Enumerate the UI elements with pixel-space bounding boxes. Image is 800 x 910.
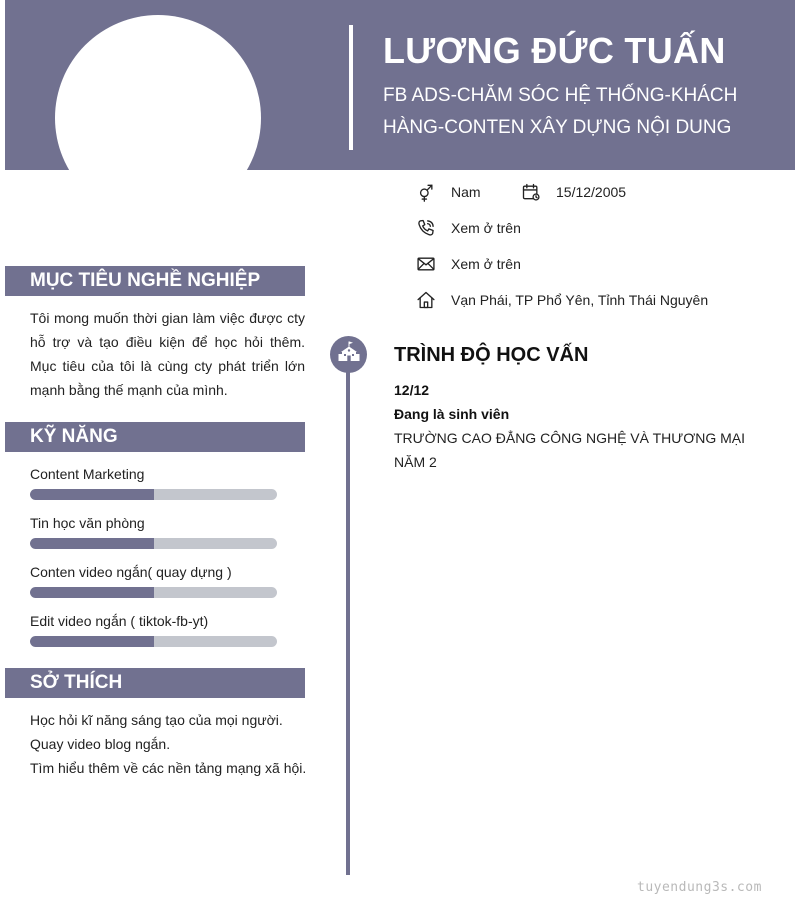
skill-label: Tin học văn phòng (30, 515, 145, 531)
info-gender (415, 180, 481, 204)
phone-icon (415, 217, 437, 239)
skill-label: Content Marketing (30, 466, 145, 482)
birthdate-value: 15/12/2005 (556, 184, 627, 200)
skills-heading: KỸ NĂNG (5, 422, 305, 452)
school-icon (337, 340, 361, 369)
skill-bar (30, 538, 277, 549)
education-heading: TRÌNH ĐỘ HỌC VẤN (394, 344, 589, 366)
objective-heading: MỤC TIÊU NGHỀ NGHIỆP (5, 266, 305, 296)
education-date: 12/12 (394, 382, 430, 398)
info-phone (415, 216, 521, 240)
hobby-item: Quay video blog ngắn. (30, 736, 171, 752)
phone-value: Xem ở trên (451, 220, 521, 236)
email-value: Xem ở trên (451, 256, 521, 272)
header-divider (349, 25, 353, 150)
avatar (55, 15, 261, 221)
skill-bar-fill (30, 489, 154, 500)
gender-value: Nam (451, 184, 481, 200)
skill-label: Conten video ngắn( quay dựng ) (30, 564, 232, 580)
skill-bar-fill (30, 538, 154, 549)
hobby-item: Học hỏi kĩ năng sáng tạo của mọi người. (30, 712, 283, 728)
job-title: FB ADS-CHĂM SÓC HỆ THỐNG-KHÁCH HÀNG-CONTEN XÂY DỰNG NỘI DUNG (383, 85, 738, 138)
calendar-icon (520, 181, 542, 203)
info-birthdate (520, 180, 626, 204)
skill-bar-fill (30, 636, 154, 647)
skill-label: Edit video ngắn ( tiktok-fb-yt) (30, 613, 209, 629)
watermark: tuyendung3s.com (637, 880, 762, 895)
education-school: TRƯỜNG CAO ĐẲNG CÔNG NGHỆ VÀ THƯƠNG MẠI (394, 430, 746, 446)
hobbies-list (30, 708, 306, 780)
info-address (415, 288, 708, 312)
timeline-marker (330, 336, 367, 373)
skill-bar (30, 489, 277, 500)
skill-bar-fill (30, 587, 154, 598)
info-email (415, 252, 521, 276)
address-value: Vạn Phái, TP Phổ Yên, Tỉnh Thái Nguyên (451, 292, 709, 308)
home-icon (415, 289, 437, 311)
email-icon (415, 253, 437, 275)
candidate-name: LƯƠNG ĐỨC TUẤN (383, 30, 726, 71)
timeline-line (346, 345, 350, 875)
education-status: Đang là sinh viên (394, 406, 510, 422)
skill-bar (30, 587, 277, 598)
objective-text: Tôi mong muốn thời gian làm việc được cty hỗ trợ và tạo điều kiện để học hỏi thêm. Mục tiêu của tôi là cùng cty phát triển lớn mạnh bằng thế mạnh của mình. (30, 310, 305, 398)
skill-bar (30, 636, 277, 647)
hobby-item: Tìm hiểu thêm về các nền tảng mạng xã hội. (30, 760, 307, 776)
education-year: NĂM 2 (394, 454, 437, 470)
hobbies-heading: SỞ THÍCH (5, 668, 305, 698)
gender-icon (415, 181, 437, 203)
